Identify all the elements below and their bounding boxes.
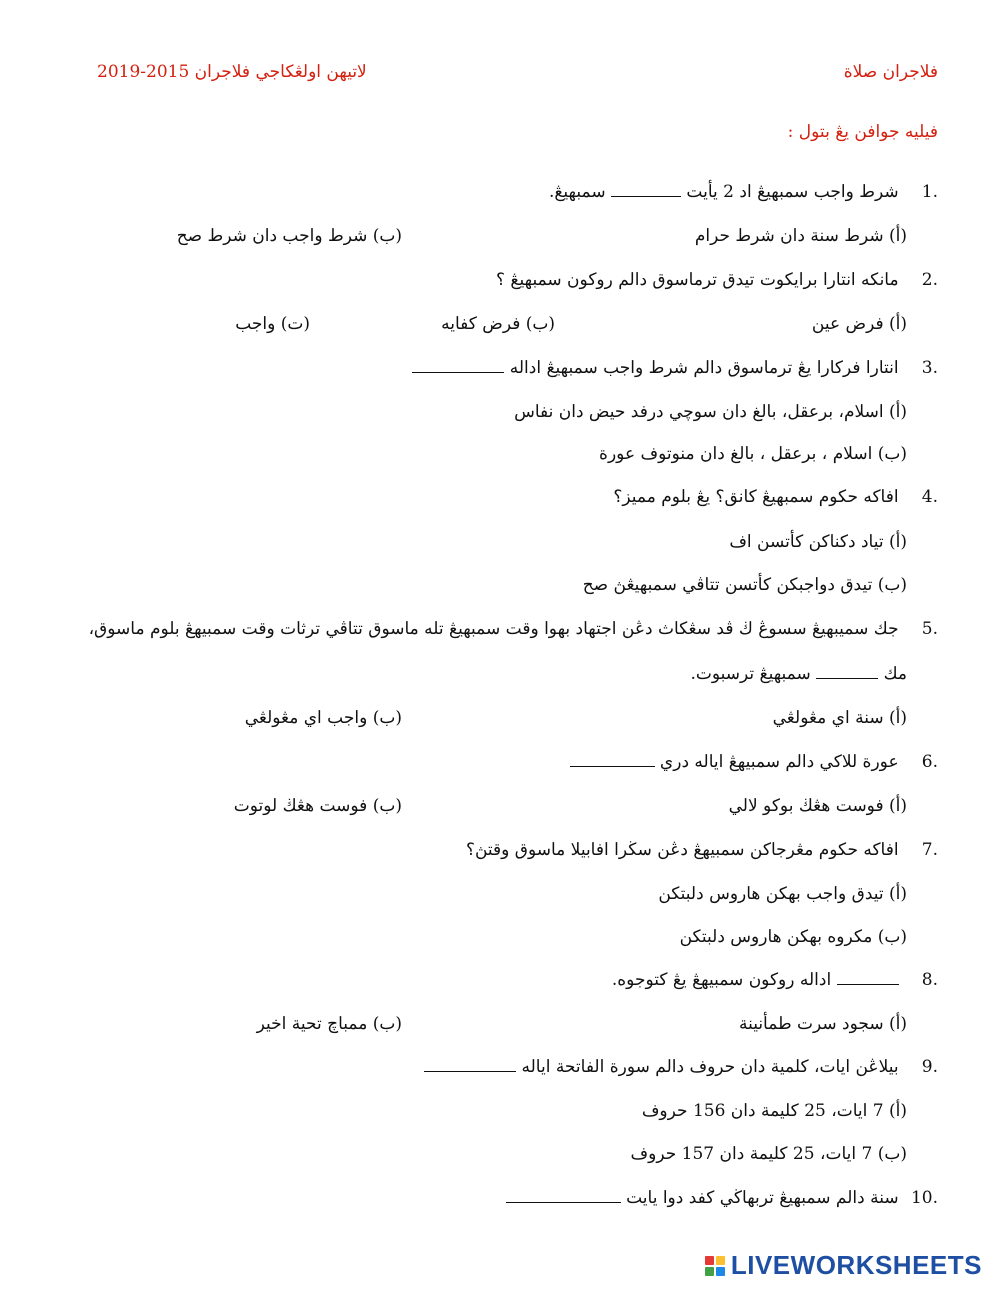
answer-blank[interactable] <box>424 1057 516 1072</box>
program-title: لاتيهن اولڠكاجي فلاجران 2015-2019 <box>97 62 367 82</box>
liveworksheets-brand <box>705 1250 982 1281</box>
q2-option-c[interactable]: (ت) واجب <box>235 314 310 334</box>
answer-blank[interactable] <box>570 752 655 767</box>
q5-option-b[interactable]: (ب) واجب اي مڠولڠي <box>244 708 402 728</box>
question-7: .7 افاكه حكوم مڠرجاكن سمبيهڠ دڠن سڬرا افابيلا ماسوق وقتڽ؟ <box>465 840 938 860</box>
answer-blank[interactable] <box>837 970 899 985</box>
q1-option-a[interactable]: (أ) شرط سنة دان شرط حرام <box>694 226 907 246</box>
q3-option-a[interactable]: (أ) اسلام، برعقل، بالغ دان سوچي درفد حيض دان نفاس <box>514 402 907 422</box>
q8-option-b[interactable]: (ب) ممباچ تحية اخير <box>256 1014 402 1034</box>
answer-blank[interactable] <box>816 664 878 679</box>
q1-option-b[interactable]: (ب) شرط واجب دان شرط صح <box>176 226 402 246</box>
subject-title: فلاجران صلاة <box>843 62 938 82</box>
q4-option-b[interactable]: (ب) تيدق دواجبكن كأتسن تتاڤي سمبهيڠڽ صح <box>582 575 907 595</box>
q5-option-a[interactable]: (أ) سنة اي مڠولڠي <box>772 708 907 728</box>
q2-option-a[interactable]: (أ) فرض عين <box>811 314 907 334</box>
q6-option-a[interactable]: (أ) فوست هڠڬ بوكو لالي <box>728 796 907 816</box>
question-9: .9 بيلاڠن ايات، كلمية دان حروف دالم سورة الفاتحة اياله <box>424 1055 938 1079</box>
answer-blank[interactable] <box>412 358 504 373</box>
instruction: فيليه جوافن يڠ بتول : <box>787 122 938 142</box>
q2-option-b[interactable]: (ب) فرض كفايه <box>441 314 555 334</box>
answer-blank[interactable] <box>611 182 681 197</box>
q4-option-a[interactable]: (أ) تياد دكناكن كأتسن اف <box>729 532 907 552</box>
question-2: .2 مانكه انتارا برايكوت تيدق ترماسوق دالم روكون سمبهيڠ ؟ <box>496 270 938 290</box>
brand-name: LIVEWORKSHEETS <box>730 1250 982 1280</box>
answer-blank[interactable] <box>506 1188 621 1203</box>
question-1: .1 شرط واجب سمبهيڠ اد 2 يأيت سمبهيڠ. <box>548 182 938 202</box>
question-5-line-2: مك سمبهيڠ ترسبوت. <box>690 664 907 684</box>
q8-option-a[interactable]: (أ) سجود سرت طمأنينة <box>738 1014 907 1034</box>
question-5: .5 جك سميبهيڠ سسوڠ ڬ ڤد سڠكاث دڠن اجتهاد بهوا وقت سمبهيڠ تله ماسوق تتاڤي ترثات وقت سمبيهڠ بلوم ماسوق، <box>88 619 938 639</box>
q7-option-a[interactable]: (أ) تيدق واجب بهكن هاروس دلبتكن <box>658 884 907 904</box>
q9-option-a[interactable]: (أ) 7 ايات، 25 كليمة دان 156 حروف <box>641 1101 907 1121</box>
question-4: .4 افاكه حكوم سمبهيڠ كانق؟ يڠ بلوم مميز؟ <box>613 487 938 507</box>
q9-option-b[interactable]: (ب) 7 ايات، 25 كليمة دان 157 حروف <box>630 1144 907 1164</box>
question-6: .6 عورة للاكي دالم سمبيهڠ اياله دري <box>570 750 938 774</box>
question-10: .10 سنة دالم سمبهيڠ تربهاڬي كفد دوا يايت <box>506 1186 938 1210</box>
q6-option-b[interactable]: (ب) فوست هڠڬ لوتوت <box>233 796 402 816</box>
q7-option-b[interactable]: (ب) مكروه بهكن هاروس دلبتكن <box>679 927 907 947</box>
liveworksheets-logo-icon <box>705 1256 725 1276</box>
question-8: .8 اداله روكون سمبيهڠ يڠ كتوجوه. <box>611 970 938 990</box>
question-3: .3 انتارا فركارا يڠ ترماسوق دالم شرط واجب سمبهيڠ اداله <box>412 356 938 380</box>
q3-option-b[interactable]: (ب) اسلام ، برعقل ، بالغ دان منوتوف عورة <box>599 444 907 464</box>
